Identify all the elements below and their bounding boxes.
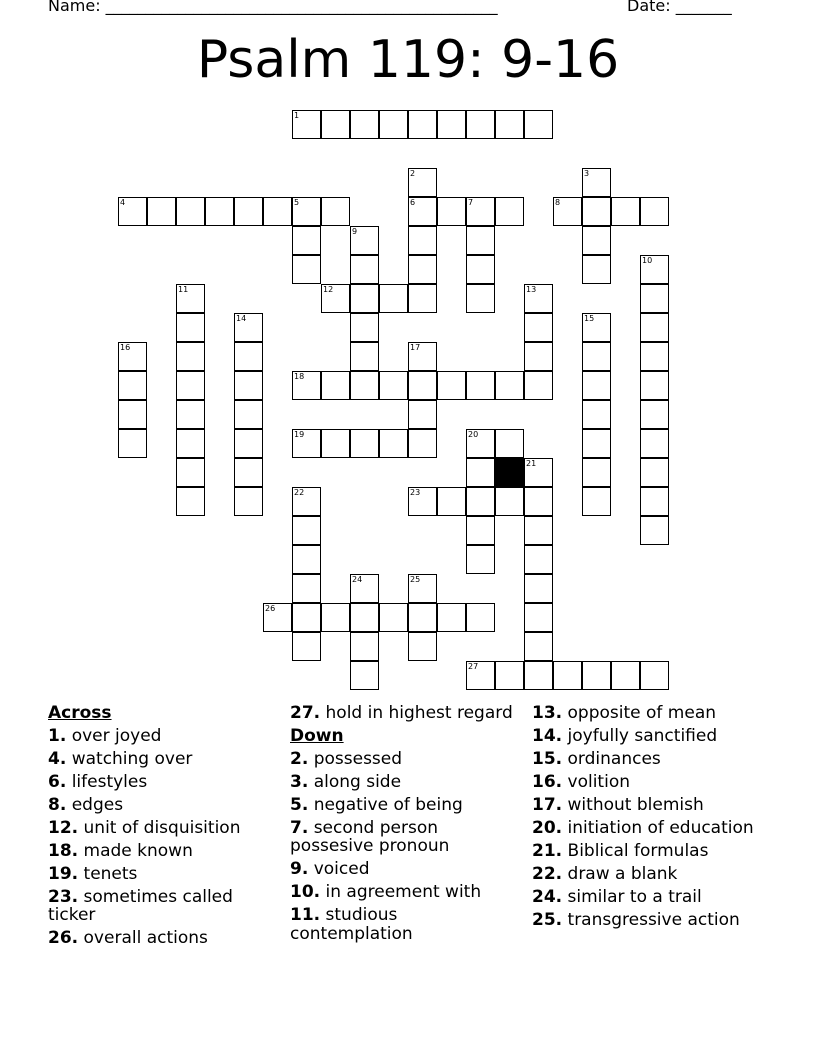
grid-cell[interactable] [176,371,205,400]
grid-cell[interactable] [640,487,669,516]
clue-number: 10 [642,256,653,265]
grid-cell[interactable] [292,255,321,284]
clues-column-3 [532,701,792,931]
clue-number-label: 8. [48,794,67,815]
grid-cell[interactable] [234,313,263,342]
grid-cell[interactable] [118,342,147,371]
clue-number: 1 [294,111,300,120]
clue-text: sometimes called ticker [48,886,233,925]
grid-cell[interactable] [524,661,553,690]
clue-number-label: 20. [532,817,563,838]
clue-number-label: 10. [290,882,321,902]
grid-cell[interactable] [350,371,379,400]
clue-text: edges [66,794,124,815]
grid-cell[interactable] [379,603,408,632]
grid-cell[interactable] [408,255,437,284]
grid-cell[interactable] [321,603,350,632]
clue-item [532,816,792,839]
clue-number: 3 [584,169,590,178]
clue-item [532,793,792,816]
clue-number: 14 [236,314,247,323]
grid-cell[interactable] [466,487,495,516]
clue-text: initiation of education [562,817,754,838]
clue-text: watching over [66,748,193,769]
grid-cell[interactable] [524,342,553,371]
clue-text: voiced [308,859,370,879]
grid-cell[interactable] [582,487,611,516]
clue-item [48,839,283,862]
clue-item [48,862,283,885]
grid-cell[interactable] [437,110,466,139]
grid-cell[interactable] [495,487,524,516]
clue-item [48,885,283,927]
across-heading: Across [48,702,112,723]
grid-cell[interactable] [408,574,437,603]
grid-cell[interactable] [640,400,669,429]
clue-number-label: 21. [532,840,563,861]
clue-number: 15 [584,314,595,323]
grid-cell[interactable] [640,284,669,313]
clue-number-label: 13. [532,702,563,723]
grid-cell[interactable] [582,168,611,197]
grid-cell[interactable] [640,313,669,342]
clue-item [532,724,792,747]
grid-cell[interactable] [205,197,234,226]
clue-item [532,885,792,908]
date-field[interactable]: Date: _______ [627,0,732,15]
black-cell [495,458,524,487]
grid-cell[interactable] [582,226,611,255]
grid-cell[interactable] [350,603,379,632]
grid-cell[interactable] [292,516,321,545]
grid-cell[interactable] [176,313,205,342]
grid-cell[interactable] [292,603,321,632]
grid-cell[interactable] [292,574,321,603]
grid-cell[interactable] [234,197,263,226]
grid-cell[interactable] [640,371,669,400]
clue-number: 18 [294,372,305,381]
clue-text: hold in highest regard [320,702,513,723]
grid-cell[interactable] [553,197,582,226]
clue-number-label: 23. [48,886,79,907]
grid-cell[interactable] [350,110,379,139]
grid-cell[interactable] [292,197,321,226]
grid-cell[interactable] [350,284,379,313]
grid-cell[interactable] [640,429,669,458]
grid-cell[interactable] [408,371,437,400]
clue-number: 11 [178,285,189,294]
grid-cell[interactable] [524,516,553,545]
clue-number: 5 [294,198,300,207]
grid-cell[interactable] [524,313,553,342]
clue-number-label: 1. [48,725,67,746]
clue-text: without blemish [562,794,704,815]
grid-cell[interactable] [582,197,611,226]
grid-cell[interactable] [582,342,611,371]
clue-number: 20 [468,430,479,439]
clue-text: ordinances [562,748,661,769]
grid-cell[interactable] [640,458,669,487]
grid-cell[interactable] [582,661,611,690]
grid-cell[interactable] [234,429,263,458]
clues-column-1 [48,701,283,950]
grid-cell[interactable] [234,400,263,429]
clue-text: second person possesive pronoun [290,817,450,856]
clue-number-label: 2. [290,748,309,769]
clue-item [532,701,792,724]
grid-cell[interactable] [640,661,669,690]
grid-cell[interactable] [350,632,379,661]
grid-cell[interactable] [263,603,292,632]
grid-cell[interactable] [466,661,495,690]
name-field[interactable]: Name: _________________________________________________ [48,0,498,15]
clue-item [48,927,283,950]
grid-cell[interactable] [495,110,524,139]
grid-cell[interactable] [321,429,350,458]
clue-number-label: 4. [48,748,67,769]
grid-cell[interactable] [437,603,466,632]
grid-cell[interactable] [379,284,408,313]
clue-item [290,701,525,724]
grid-cell[interactable] [437,197,466,226]
grid-cell[interactable] [408,400,437,429]
grid-cell[interactable] [524,458,553,487]
grid-cell[interactable] [147,197,176,226]
grid-cell[interactable] [176,487,205,516]
clue-item [290,793,525,816]
clue-text: volition [562,771,631,792]
grid-cell[interactable] [292,110,321,139]
clue-number-label: 7. [290,817,309,838]
clue-item [48,770,283,793]
grid-cell[interactable] [553,661,582,690]
clue-item [532,839,792,862]
grid-cell[interactable] [408,197,437,226]
grid-cell[interactable] [466,197,495,226]
clue-item [290,816,525,858]
grid-cell[interactable] [408,342,437,371]
grid-cell[interactable] [524,574,553,603]
grid-cell[interactable] [292,371,321,400]
down-heading: Down [290,725,344,746]
clue-number-label: 5. [290,794,309,815]
grid-cell[interactable] [437,371,466,400]
grid-cell[interactable] [292,632,321,661]
grid-cell[interactable] [408,632,437,661]
grid-cell[interactable] [466,110,495,139]
clue-text: in agreement with [320,882,482,902]
grid-cell[interactable] [408,168,437,197]
grid-cell[interactable] [176,197,205,226]
clue-number: 13 [526,285,537,294]
grid-cell[interactable] [466,371,495,400]
clue-text: along side [308,771,402,792]
clue-text: possessed [308,748,403,769]
clue-text: negative of being [308,794,463,815]
grid-cell[interactable] [408,284,437,313]
clue-text: made known [78,840,193,861]
grid-cell[interactable] [292,487,321,516]
grid-cell[interactable] [379,371,408,400]
grid-cell[interactable] [321,371,350,400]
clue-number-label: 6. [48,771,67,792]
clue-number-label: 26. [48,928,79,948]
grid-cell[interactable] [524,545,553,574]
clue-text: over joyed [66,725,162,746]
grid-cell[interactable] [321,110,350,139]
grid-cell[interactable] [408,603,437,632]
grid-cell[interactable] [466,255,495,284]
grid-cell[interactable] [118,197,147,226]
grid-cell[interactable] [118,371,147,400]
grid-cell[interactable] [437,487,466,516]
grid-cell[interactable] [582,371,611,400]
grid-cell[interactable] [524,371,553,400]
clue-number-label: 17. [532,794,563,815]
clue-number: 4 [120,198,126,207]
grid-cell[interactable] [234,487,263,516]
grid-cell[interactable] [350,574,379,603]
clue-text: draw a blank [562,863,678,884]
clue-number: 25 [410,575,421,584]
clue-number: 23 [410,488,421,497]
clue-number: 21 [526,459,537,468]
grid-cell[interactable] [408,226,437,255]
grid-cell[interactable] [466,603,495,632]
clue-item [532,747,792,770]
clue-text: studious contemplation [290,905,413,944]
grid-cell[interactable] [176,284,205,313]
clue-number-label: 27. [290,702,321,723]
grid-cell[interactable] [408,487,437,516]
clue-number: 26 [265,604,276,613]
grid-cell[interactable] [466,429,495,458]
clue-number-label: 14. [532,725,563,746]
grid-cell[interactable] [176,342,205,371]
clue-text: overall actions [78,928,208,948]
clue-number-label: 24. [532,886,563,907]
clue-number-label: 25. [532,909,563,930]
clue-number: 9 [352,227,358,236]
grid-cell[interactable] [466,545,495,574]
clue-number: 12 [323,285,334,294]
grid-cell[interactable] [350,342,379,371]
grid-cell[interactable] [495,429,524,458]
clue-number-label: 22. [532,863,563,884]
grid-cell[interactable] [524,632,553,661]
grid-cell[interactable] [495,371,524,400]
clue-number: 17 [410,343,421,352]
grid-cell[interactable] [466,284,495,313]
clue-item [532,908,792,931]
clue-number: 19 [294,430,305,439]
clue-number: 27 [468,662,479,671]
grid-cell[interactable] [611,197,640,226]
grid-cell[interactable] [234,342,263,371]
grid-cell[interactable] [408,110,437,139]
clue-text: transgressive action [562,909,740,930]
clue-number: 2 [410,169,416,178]
grid-cell[interactable] [524,487,553,516]
grid-cell[interactable] [321,197,350,226]
grid-cell[interactable] [379,110,408,139]
grid-cell[interactable] [350,226,379,255]
clue-number-label: 19. [48,863,79,884]
grid-cell[interactable] [350,429,379,458]
clue-number-label: 16. [532,771,563,792]
grid-cell[interactable] [350,255,379,284]
clue-number: 7 [468,198,474,207]
clue-number-label: 18. [48,840,79,861]
grid-cell[interactable] [118,400,147,429]
clue-item [48,816,283,839]
grid-cell[interactable] [495,661,524,690]
clue-text: joyfully sanctified [562,725,718,746]
clues-column-2 [290,701,525,945]
grid-cell[interactable] [582,458,611,487]
grid-cell[interactable] [176,400,205,429]
clue-text: lifestyles [66,771,148,792]
grid-cell[interactable] [234,458,263,487]
clue-number: 22 [294,488,305,497]
clue-text: opposite of mean [562,702,717,723]
clue-text: unit of disquisition [78,817,241,838]
grid-cell[interactable] [466,458,495,487]
clue-number: 24 [352,575,363,584]
grid-cell[interactable] [640,255,669,284]
grid-cell[interactable] [292,226,321,255]
grid-cell[interactable] [350,313,379,342]
grid-cell[interactable] [118,429,147,458]
grid-cell[interactable] [582,400,611,429]
clue-text: tenets [78,863,138,884]
grid-cell[interactable] [176,458,205,487]
grid-cell[interactable] [582,313,611,342]
page-title: Psalm 119: 9-16 [196,30,620,90]
clue-number: 6 [410,198,416,207]
clue-item [290,858,525,881]
grid-cell[interactable] [321,284,350,313]
grid-cell[interactable] [640,516,669,545]
clue-number-label: 9. [290,859,309,879]
clue-item [290,770,525,793]
clue-number-label: 15. [532,748,563,769]
grid-cell[interactable] [640,342,669,371]
clue-number-label: 12. [48,817,79,838]
grid-cell[interactable] [524,284,553,313]
grid-cell[interactable] [176,429,205,458]
grid-cell[interactable] [524,603,553,632]
clue-item [290,747,525,770]
grid-cell[interactable] [582,255,611,284]
clue-item [48,747,283,770]
clue-item [532,862,792,885]
grid-cell[interactable] [495,197,524,226]
grid-cell[interactable] [466,226,495,255]
grid-cell[interactable] [611,661,640,690]
clue-number: 16 [120,343,131,352]
grid-cell[interactable] [379,429,408,458]
grid-cell[interactable] [408,429,437,458]
grid-cell[interactable] [524,110,553,139]
clue-item [532,770,792,793]
grid-cell[interactable] [640,197,669,226]
grid-cell[interactable] [466,516,495,545]
clue-item [290,904,525,946]
grid-cell[interactable] [292,429,321,458]
grid-cell[interactable] [350,661,379,690]
clue-number-label: 11. [290,905,321,925]
clue-item [290,881,525,904]
grid-cell[interactable] [234,371,263,400]
clue-number-label: 3. [290,771,309,792]
grid-cell[interactable] [292,545,321,574]
grid-cell[interactable] [582,429,611,458]
clue-item [48,724,283,747]
clue-number: 8 [555,198,561,207]
clue-text: Biblical formulas [562,840,709,861]
clue-text: similar to a trail [562,886,702,907]
clue-item [48,793,283,816]
grid-cell[interactable] [263,197,292,226]
